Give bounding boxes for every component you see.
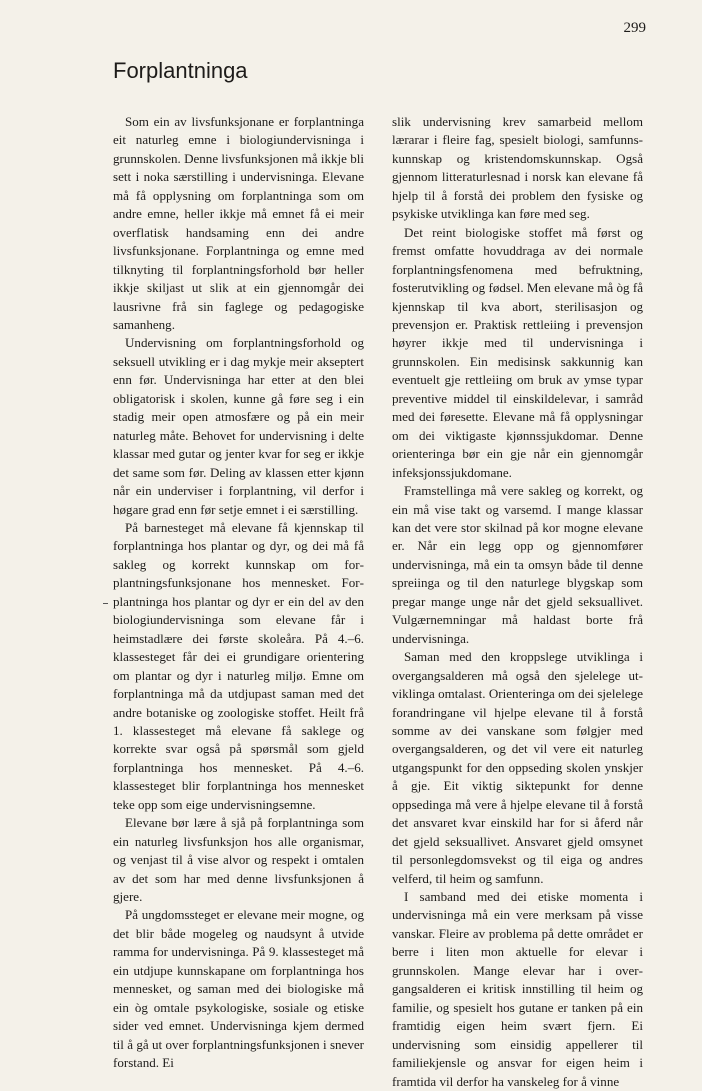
page-title: Forplantninga (113, 58, 248, 83)
paragraph: På barnesteget må elevane få kjennskap til forplantninga hos plantar og dyr, og dei må få sakleg og korrekt kunnskap om forplantningsfunksjonane hos mennesket. Forplantninga hos plantar og dyr er ein del av den biologiundervisninga som elevane får i heimstadlære dei første skoleåra. På 4.–6. klassesteget får dei ei grundigare orientering om plantar og dyr i naturleg miljø. Emne om forplantninga må da utdjupast saman med det andre botaniske og zoologiske stoffet. Heilt frå 1. klassesteget må elevane få saklege og korrekte svar også på spørsmål som gjeld forplantninga hos mennesket. På 4.–6. klassesteget blir forplantninga hos mennesket teke opp som eige undervisningsemne. (113, 519, 364, 812)
paragraph: Framstellinga må vere sakleg og korrekt, og ein må vise takt og varsemd. I mange klassar kan det vere stor skilnad på kor mogne elevane er. Når ein legg opp og gjennomfører undervisninga, må ein ta omsyn både til denne spreiinga og til den naturlege blygskap som pregar mange unge når det gjeld seksuallivet. Vulgærnemningar må haldast borte frå undervisninga. (392, 483, 643, 646)
margin-mark (103, 603, 108, 604)
page-number: 299 (623, 20, 646, 36)
paragraph: Elevane bør lære å sjå på forplantninga som ein naturleg livsfunksjon hos alle organismar, og venjast til å vise alvor og respekt i omtalen av det som har med denne livsfunksjonen å gjere. (113, 815, 364, 905)
paragraph: Som ein av livsfunksjonane er forplantninga eit naturleg emne i biologiundervisninga i grunnskolen. Denne livsfunksjonen må ikkje bli sett i noka særstilling i undervisninga. Elevane må få opplysning om forplantninga som om andre emne, heller ikkje må emnet få ei meir overflatisk handsaming enn dei andre livsfunksjonane. Forplantninga og emne med tilknyting til forplantningsforhold bør heller ikkje skiljast ut slik at ein gjennomgår dei lausrivne frå sin faglege og pedagogiske samanheng. (113, 114, 364, 332)
right-column (392, 113, 643, 1091)
paragraph: I samband med dei etiske momenta i undervisninga må ein vere merksam på visse vanskar. Fleire av problema på dette området er berre i liten mon aktuelle for elevar i grunnskolen. Mange elevar har i overgangsalderen ei kritisk innstilling til heim og familie, og spesielt hos gutane er tanken på ein framtidig eigen heim svært fjern. Ei undervisning som einsidig appellerer til familiekjensle og ansvar for eigen heim i framtida vil derfor ha vanskeleg for å vinne (392, 889, 643, 1089)
paragraph: Saman med den kroppslege utviklinga i overgangsalderen må også den sjelelege utviklinga omtalast. Orienteringa om dei sjelelege forandringane vil hjelpe elevane til å forstå somme av dei vanskane som følgjer med overgangsalderen, og det vil vere eit naturleg utgangspunkt for den oppseding skolen ynskjer å gje. Eit viktig siktepunkt for denne oppsedinga må vere å hjelpe elevane til å forstå det ansvaret kvar einskild har for si åferd når det gjeld seksuallivet. Ansvaret gjeld omsynet til personlegdomsvekst og til eiga og andres velferd, til heim og samfunn. (392, 649, 643, 886)
paragraph: Undervisning om forplantningsforhold og seksuell utvikling er i dag mykje meir akseptert enn før. Undervisninga har etter at den blei obligatorisk i skolen, kunne gå føre seg i ein stadig meir open atmosfære og på ein meir naturleg måte. Behovet for undervisning i delte klassar med gutar og jenter kvar for seg er ikkje det same som før. Deling av klassen etter kjønn når ein underviser i forplantning, vil derfor i høgare grad enn før setje emnet i ei særstilling. (113, 335, 364, 517)
left-column (113, 113, 364, 1073)
paragraph: Det reint biologiske stoffet må først og fremst omfatte hovuddraga av dei normale forplantningsfenomena med befruktning, fosterutvikling og fødsel. Men elevane må òg få kjennskap til kva abort, sterilisasjon og prevensjon er. Praktisk rettleiing i prevensjon høyrer ikkje med til undervisninga i grunnskolen. Ein medisinsk sakkunnig kan eventuelt gje rettleiing om bruk av ymse typar preventive middel til einskildelevar, i samråd med dei føresette. Elevane må få opplysningar om dei viktigaste kjønnssjukdomar. Denne orienteringa bør ein gje når ein gjennomgår infeksjonssjukdomane. (392, 224, 643, 480)
paragraph-continued: slik undervisning krev samarbeid mellom lærarar i fleire fag, spesielt biologi, samfunnskunnskap og kristendomskunnskap. Også gjennom litteraturlesnad i norsk kan elevane få hjelp til å forstå dei problem den fysiske og psykiske utviklinga kan føre med seg. (392, 114, 643, 222)
paragraph: På ungdomssteget er elevane meir mogne, og det blir både mogeleg og naudsynt å utvide ramma for undervisninga. På 9. klassesteget må ein utdjupe kunnskapane om forplantninga hos mennesket, og saman med dei biologiske må ein òg omtale psykologiske, sosiale og etiske sider ved emnet. Undervisninga kjem dermed til å gå ut over forplantningsfunksjonen i snever forstand. Ei (113, 907, 364, 1071)
